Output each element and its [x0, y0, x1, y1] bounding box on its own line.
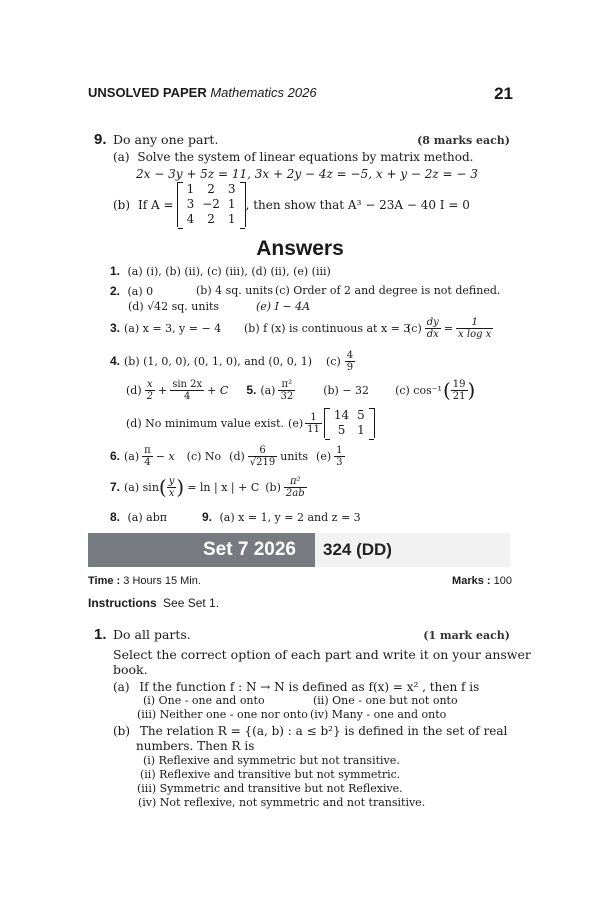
answer-8-a: (a) abπ: [127, 511, 167, 524]
answer-4-d-const: + C: [207, 383, 229, 397]
paper-title: UNSOLVED PAPER: [88, 85, 207, 100]
answer-3-a: (a) x = 3, y = − 4: [124, 321, 222, 335]
q1-b-option-3: (iii) Symmetric and transitive but not Reflexive.: [137, 782, 403, 795]
answer-5-c-paren-close: ): [467, 378, 476, 402]
answer-5-a-frac: $\frac{\text{π²}}{32}$: [280, 378, 294, 402]
answer-3-c: (c): [407, 321, 422, 335]
answer-8-number: 8.: [110, 510, 121, 524]
running-header: [88, 85, 317, 100]
q1-part-b: [113, 724, 507, 738]
q1-b-option-4: (iv) Not reflexive, not symmetric and not transitive.: [138, 796, 426, 809]
answer-2-c: (c) Order of 2 and degree is not defined.: [275, 284, 501, 297]
answer-4-c: (c): [326, 354, 341, 368]
q9-matrix-cell: 2: [207, 212, 215, 226]
set-title: Set 7 2026: [203, 539, 296, 560]
q9-matrix-cell: −2: [202, 197, 220, 211]
q1-b-label: (b): [113, 724, 131, 738]
q9-matrix-cell: 1: [186, 182, 195, 196]
answer-4-d-frac2: $\frac{\sin 2x}{4}$: [172, 378, 203, 402]
instructions: [88, 596, 219, 610]
answer-8: [110, 510, 167, 524]
answer-5-b: (b) − 32: [323, 383, 370, 397]
q9-part-a: [113, 150, 474, 164]
q1-prompt: Do all parts.: [113, 627, 191, 642]
answer-5-c: (c) cos⁻¹: [395, 383, 442, 397]
answer-6-number: 6.: [110, 449, 121, 463]
q9-matrix-cell: 3: [186, 197, 195, 211]
answer-7-b-frac: $\frac{\text{π²}}{2ab}$: [285, 475, 305, 499]
answer-7-b: (b): [265, 480, 281, 494]
answer-5-c-frac: $\frac{19}{21}$: [452, 378, 466, 402]
answer-3-eq: =: [443, 321, 454, 335]
answer-7-a-tail: = ln | x | + C: [187, 480, 260, 494]
answer-5-e-frac: $\frac{1}{11}$: [307, 411, 320, 435]
answer-6-e-frac: $\frac{1}{3}$: [336, 444, 343, 468]
answer-7-number: 7.: [110, 480, 121, 494]
q1-marks: (1 mark each): [423, 629, 510, 642]
answer-7-paren-close: ): [176, 475, 185, 499]
set-code: 324 (DD): [315, 533, 510, 567]
answers-heading: Answers: [256, 237, 344, 260]
answer-5-a: (a): [260, 383, 276, 397]
q9-matrix-cell: 3: [227, 182, 236, 196]
time-value: 3 Hours 15 Min.: [123, 575, 201, 587]
q1-b-option-1: (i) Reflexive and symmetric but not transitive.: [143, 754, 400, 767]
answer-4-c-frac: $\frac{4}{9}$: [346, 349, 354, 373]
answer-2-number: 2.: [110, 284, 121, 298]
time-info: [88, 575, 201, 587]
instructions-text: See Set 1.: [163, 596, 220, 610]
answer-6-a-frac: $\frac{\pi}{4}$: [144, 444, 151, 468]
q9-matrix-cell: 1: [227, 197, 236, 211]
answer-5-e-matrix: [324, 408, 375, 438]
page-number: 21: [494, 84, 513, 103]
q1-a-option-2: (ii) One - one but not onto: [313, 694, 458, 707]
answer-7-a: (a) sin: [124, 480, 159, 494]
q9-prompt: Do any one part.: [113, 132, 219, 147]
q1-intro-1: Select the correct option of each part and write it on your answer: [113, 647, 531, 662]
answer-9-a: (a) x = 1, y = 2 and z = 3: [219, 511, 361, 524]
answer-1: [110, 264, 331, 278]
q1-part-a: [113, 680, 479, 694]
answer-6-d-frac: $\frac{6}{√219}$: [249, 444, 276, 468]
q9-marks: (8 marks each): [417, 134, 510, 147]
answer-1-number: 1.: [110, 264, 121, 278]
answer-5-matrix-cell: 5: [357, 408, 365, 422]
instructions-label: Instructions: [88, 596, 157, 610]
answer-9-number: 9.: [202, 510, 213, 524]
q9-a-equations: 2x − 3y + 5z = 11, 3x + 2y − 4z = −5, x + y − 2z = − 3: [136, 167, 478, 181]
q9-a-label: (a): [113, 150, 130, 164]
answer-2-d: (d) √42 sq. units: [128, 300, 220, 313]
answer-5-matrix-cell: 1: [357, 423, 365, 437]
answer-4-d: (d): [126, 383, 142, 397]
time-label: Time :: [88, 575, 121, 587]
answer-5-e: (e): [288, 416, 304, 430]
answer-2-e: (e) I − 4A: [256, 300, 311, 313]
q9-part-b: [113, 182, 470, 227]
answer-5-matrix-cell: 14: [333, 408, 350, 422]
marks-value: 100: [493, 575, 512, 587]
q1-a-label: (a): [113, 680, 130, 694]
q9-number: 9.: [94, 131, 107, 148]
answer-6-d: (d): [229, 449, 245, 463]
q1-b-text-1: The relation R = {(a, b) : a ≤ b²} is defined in the set of real: [139, 724, 508, 738]
answer-2: [110, 284, 501, 298]
q1-a-option-3: (iii) Neither one - one nor onto: [137, 708, 308, 721]
marks-label: Marks :: [452, 575, 491, 587]
answer-6-e: (e): [316, 449, 332, 463]
answer-2-a: (a) 0: [127, 285, 154, 298]
answer-3-b: (b) f (x) is continuous at x = 3: [244, 321, 411, 335]
subject-title: Mathematics 2026: [210, 85, 317, 100]
q9-b-if: If A =: [138, 197, 174, 212]
answer-6-c: (c) No: [186, 449, 222, 463]
answer-1-text: (a) (i), (b) (ii), (c) (iii), (d) (ii), (e) (iii): [127, 265, 331, 278]
q1-b-text-2: numbers. Then R is: [136, 739, 255, 753]
answer-6-a-tail: − x: [155, 449, 175, 463]
set-banner: [88, 533, 510, 567]
answer-9: [202, 510, 361, 524]
answer-3-number: 3.: [110, 321, 121, 335]
answer-2-b: (b) 4 sq. units: [196, 284, 274, 297]
q1-a-option-1: (i) One - one and onto: [143, 694, 265, 707]
answer-6-d-tail: units: [280, 449, 309, 463]
answer-4: [110, 348, 355, 374]
answer-4-b: (b) (1, 0, 0), (0, 1, 0), and (0, 0, 1): [124, 354, 312, 368]
answer-4-number: 4.: [110, 354, 121, 368]
answer-3-frac: $\frac{1}{\text{x log x}}$: [458, 316, 492, 340]
q9-matrix-a: [177, 182, 246, 227]
q1-intro-2: book.: [113, 662, 148, 677]
answer-3: [110, 315, 493, 341]
q9-b-then: , then show that A³ − 23A − 40 I = 0: [245, 197, 470, 212]
answer-7-a-frac: $\frac{y}{x}$: [168, 475, 175, 499]
marks-info: [452, 575, 512, 587]
answer-3-dydx: $\frac{dy}{dx}$: [426, 316, 439, 340]
q1-a-option-4: (iv) Many - one and onto: [310, 708, 447, 721]
answer-4-d-line: [126, 377, 475, 403]
answer-5-c-paren-open: (: [442, 378, 451, 402]
answer-6: [110, 442, 345, 470]
answer-5-d-line: [126, 408, 375, 438]
q9-b-label: (b): [113, 197, 131, 212]
q9-matrix-cell: 2: [207, 182, 215, 196]
answer-4-d-plus: +: [158, 383, 168, 397]
answer-5-d: (d) No minimum value exist.: [126, 416, 285, 430]
q1-b-option-2: (ii) Reflexive and transitive but not symmetric.: [140, 768, 401, 781]
answer-5-matrix-cell: 5: [337, 423, 346, 437]
answer-2-line2: [128, 300, 311, 313]
answer-6-a: (a): [124, 449, 140, 463]
answer-4-d-frac1: $\frac{x}{2}$: [146, 378, 153, 402]
q9-matrix-cell: 4: [186, 212, 195, 226]
q1-a-text: If the function f : N → N is defined as f(x) = x² , then f is: [139, 680, 480, 694]
answer-7: [110, 473, 307, 501]
answer-5-number: 5.: [246, 383, 257, 397]
q1-number: 1.: [94, 626, 107, 643]
q9-matrix-cell: 1: [227, 212, 236, 226]
answer-7-paren-open: (: [158, 475, 167, 499]
q9-a-text: Solve the system of linear equations by matrix method.: [137, 150, 474, 164]
